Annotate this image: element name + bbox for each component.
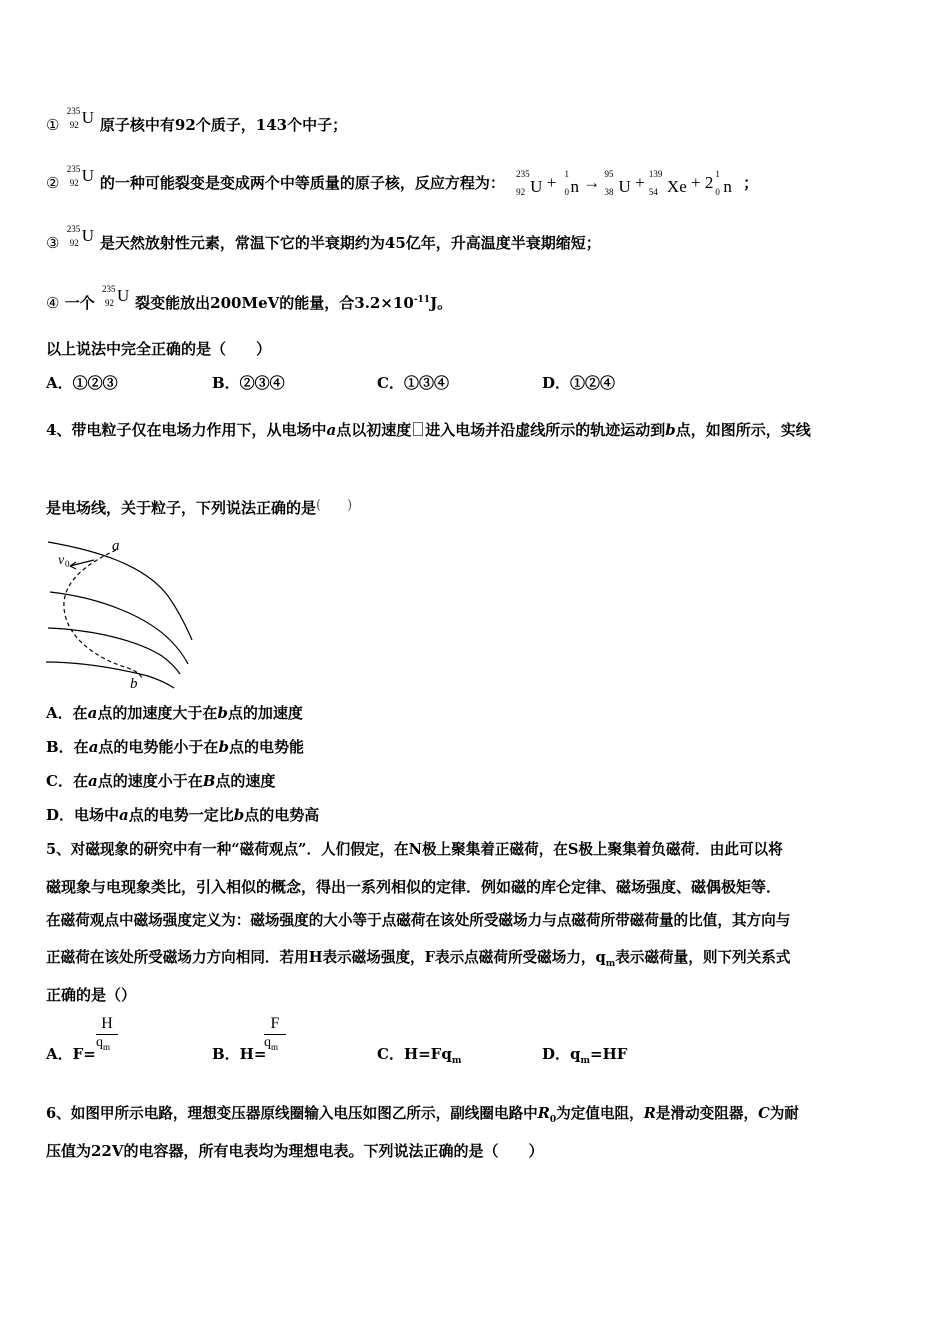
q5-line5: 正确的是（） [46, 986, 137, 1004]
q4-stem-line1 [46, 419, 811, 440]
reactant-uranium [516, 169, 543, 197]
opt-text: 点的电势高 [244, 806, 320, 824]
opt-text: 点的电势能小于在 [98, 738, 219, 756]
field-line-4 [46, 662, 174, 688]
opt-var: a [119, 806, 129, 824]
statement-4-prefix: 一个 [64, 294, 95, 312]
opt-var: b [217, 704, 228, 722]
opt-text: D．电场中 [46, 806, 120, 824]
r2-num: 0 [564, 187, 570, 197]
statement-4-unit: J。 [430, 294, 453, 312]
numerator: F [270, 1015, 280, 1032]
q3-option-c[interactable]: C．①③④ [377, 374, 449, 392]
den-sub: m [103, 1041, 111, 1052]
q5-option-d-sub: m [580, 1056, 591, 1066]
p2-mass: 139 [648, 169, 663, 179]
q5-line3: 在磁荷观点中磁场强度定义为：磁场强度的大小等于点磁荷在该处所受磁场力与点磁荷所带磁荷量的比值，其方向与 [46, 912, 791, 929]
q5-option-d-label: D．q [542, 1045, 581, 1063]
r2-mass: 1 [564, 169, 570, 179]
exponent: -11 [413, 295, 431, 305]
fission-equation [516, 169, 732, 197]
marker-2: ② [46, 174, 60, 192]
element-symbol: U [81, 226, 94, 245]
q6-text-a: 6、如图甲所示电路，理想变压器原线圈输入电压如图乙所示，副线圈电路中 [46, 1105, 538, 1122]
q4-option-b[interactable] [46, 736, 304, 757]
mass-number: 235 [66, 106, 81, 116]
q4-text-b: 点以初速度 [336, 421, 412, 439]
label-v-sub: 0 [65, 559, 70, 569]
reaction-arrow: → [583, 173, 601, 192]
reactant-neutron [561, 169, 580, 197]
q5-option-d-tail: =HF [590, 1045, 628, 1063]
neutron-coefficient: 2 [704, 173, 714, 192]
opt-text: 点的加速度 [227, 704, 303, 722]
r1-num: 92 [516, 187, 526, 197]
opt-text: 点的速度小于在 [97, 772, 203, 790]
opt-text: B．在 [46, 738, 89, 756]
q4-option-c[interactable] [46, 770, 275, 791]
p1-num: 38 [604, 187, 614, 197]
numerator: H [101, 1015, 113, 1032]
q6-text-c: 是滑动变阻器， [655, 1105, 759, 1122]
opt-var: a [87, 704, 98, 722]
product-neutron [713, 169, 732, 197]
mass-number: 235 [66, 224, 81, 234]
q4-option-a[interactable] [46, 702, 303, 723]
atomic-number: 92 [69, 120, 79, 130]
p1-mass: 95 [604, 169, 614, 179]
opt-text: A．在 [46, 704, 88, 722]
q4-text-d: 点，如图所示，实线 [675, 421, 811, 439]
q3-stem: 以上说法中完全正确的是（ ） [46, 340, 272, 358]
q3-option-b[interactable]: B．②③④ [212, 374, 285, 392]
label-a: a [112, 538, 120, 554]
opt-text: 点的电势能 [228, 738, 304, 756]
statement-3-text: 是天然放射性元素，常温下它的半衰期约为45亿年，升高温度半衰期缩短； [99, 234, 601, 252]
atomic-number: 92 [69, 178, 79, 188]
q6-line1 [46, 1102, 799, 1125]
plus-sign: + [691, 173, 701, 192]
element-symbol: U [81, 108, 94, 127]
den-q: q [264, 1035, 271, 1050]
q4-text-line2: 是电场线，关于粒子，下列说法正确的是 [46, 499, 317, 517]
uranium-nuclide [66, 106, 94, 134]
q5-line4-a: 正磁荷在该处所受磁场力方向相同．若用H表示磁场强度，F表示点磁荷所受磁场力，q [46, 949, 606, 966]
den-q: q [96, 1035, 103, 1050]
uranium-nuclide [101, 284, 130, 312]
atomic-number: 92 [69, 238, 79, 248]
statement-4 [46, 284, 453, 313]
q5-option-b-fraction [264, 1015, 286, 1052]
q4-text-c: 进入电场并沿虚线所示的轨迹运动到 [425, 421, 666, 439]
uranium-nuclide [66, 224, 94, 252]
marker-3: ③ [46, 234, 60, 252]
denominator [96, 1035, 118, 1052]
uranium-nuclide [66, 164, 94, 192]
opt-var: b [233, 806, 245, 824]
mass-number: 235 [101, 284, 116, 294]
p3-num: 0 [715, 187, 720, 197]
q4-option-d[interactable] [46, 804, 319, 825]
element-symbol: U [116, 286, 130, 305]
v0-placeholder-icon [413, 422, 423, 436]
q6-line2: 压值为22V的电容器，所有电表均为理想电表。下列说法正确的是（ ） [46, 1142, 544, 1160]
statement-1 [46, 106, 348, 135]
statement-2 [46, 164, 759, 197]
var-b: b [665, 421, 676, 439]
r1-mass: 235 [516, 169, 530, 179]
field-line-2 [50, 592, 188, 664]
q5-option-c-sub: m [451, 1056, 462, 1066]
q4-text-a: 4、带电粒子仅在电场力作用下，从电场中 [46, 421, 327, 439]
element-symbol: U [81, 166, 94, 185]
q3-option-d[interactable]: D．①②④ [542, 374, 616, 392]
label-v: v [58, 553, 65, 568]
q5-option-c[interactable] [377, 1043, 461, 1066]
p1-sym: U [618, 177, 631, 196]
statement-4-text: 裂变能放出200MeV的能量，合3.2×10 [135, 294, 414, 312]
marker-1: ① [46, 116, 60, 134]
q5-line4 [46, 946, 790, 969]
mass-number: 235 [66, 164, 81, 174]
q5-option-a-label: A．F= [46, 1045, 96, 1063]
opt-var: B [202, 772, 216, 790]
opt-var: a [88, 738, 99, 756]
den-sub: m [271, 1041, 279, 1052]
q5-line2: 磁现象与电现象类比，引入相似的概念，得出一系列相似的定律．例如磁的库仑定律、磁场强度、磁偶极矩等． [46, 878, 782, 896]
denominator [264, 1035, 286, 1052]
p2-num: 54 [648, 187, 658, 197]
field-line-1 [48, 542, 192, 640]
q6-text-b: 为定值电阻， [556, 1105, 644, 1122]
q5-option-a-fraction [96, 1015, 118, 1052]
statement-2-text: 的一种可能裂变是变成两个中等质量的原子核，反应方程为： [99, 174, 505, 192]
q5-option-d[interactable] [542, 1043, 627, 1066]
p3-sym: n [723, 177, 732, 196]
p2-sym: Xe [666, 177, 687, 196]
q5-line1: 5、对磁现象的研究中有一种“磁荷观点”．人们假定，在N极上聚集着正磁荷，在S极上聚集着负磁荷．由此可以将 [46, 841, 783, 858]
q5-line4-b: 表示磁荷量，则下列关系式 [615, 949, 791, 966]
var-r0: R [537, 1105, 550, 1122]
plus-sign: + [546, 173, 557, 192]
plus-sign: + [635, 173, 645, 192]
q6-text-d: 为耐 [769, 1105, 799, 1122]
statement-2-end: ； [743, 174, 759, 192]
field-line-3 [48, 628, 180, 674]
q5-option-b-label: B．H= [212, 1045, 267, 1063]
statement-3 [46, 224, 601, 253]
product-1 [604, 169, 631, 197]
var-r0-sub: 0 [549, 1114, 557, 1125]
q5-option-c-label: C．H=Fq [377, 1045, 452, 1063]
q4-stem-line2 [46, 494, 352, 518]
var-c: C [758, 1105, 770, 1122]
var-a: a [326, 421, 337, 439]
p3-mass: 1 [715, 169, 720, 179]
marker-4: ④ [46, 294, 60, 312]
atomic-number: 92 [104, 298, 114, 308]
opt-var: a [87, 772, 98, 790]
opt-text: 点的速度 [215, 772, 276, 790]
q5-option-a[interactable] [46, 1043, 96, 1064]
product-xenon [648, 169, 687, 197]
opt-text: 点的加速度大于在 [97, 704, 218, 722]
opt-text: 点的电势一定比 [128, 806, 234, 824]
q5-option-b[interactable] [212, 1043, 266, 1064]
r2-sym: n [570, 177, 580, 196]
statement-1-text: 原子核中有92个质子，143个中子； [99, 116, 348, 134]
q3-option-a[interactable]: A．①②③ [46, 374, 118, 392]
opt-text: C．在 [46, 772, 88, 790]
var-r: R [643, 1105, 656, 1122]
opt-var: b [218, 738, 229, 756]
label-b: b [130, 676, 138, 692]
r1-sym: U [530, 177, 543, 196]
q4-paren: ( ) [316, 498, 353, 513]
electric-field-figure [44, 536, 204, 692]
q5-line4-sub: m [605, 958, 616, 969]
